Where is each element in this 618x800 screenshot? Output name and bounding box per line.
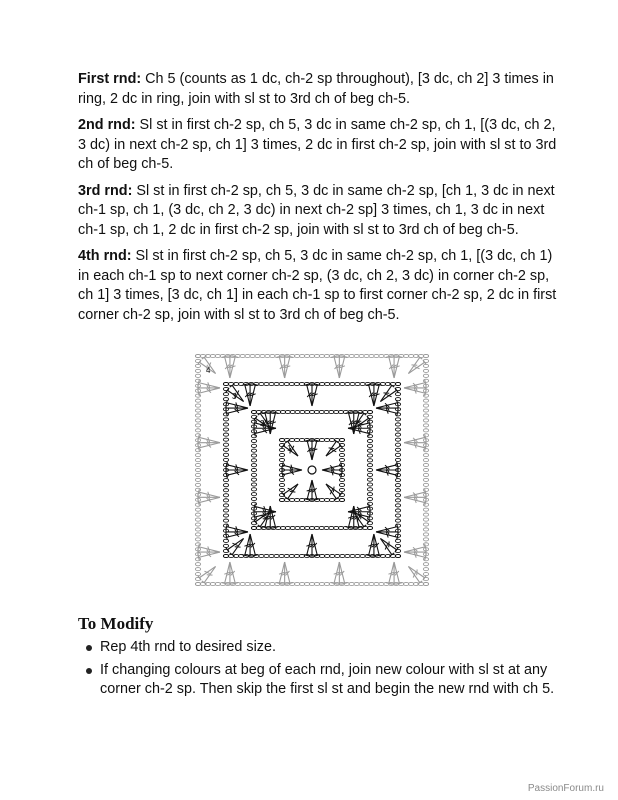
- chain-stitch-symbol: [223, 428, 228, 431]
- chain-stitch-symbol: [325, 382, 330, 385]
- chain-stitch-symbol: [395, 494, 400, 497]
- chain-stitch-symbol: [339, 448, 344, 451]
- chain-stitch-symbol: [423, 399, 428, 402]
- chain-stitch-symbol: [289, 554, 294, 557]
- chain-stitch-symbol: [423, 419, 428, 422]
- dc-top-bar: [226, 410, 227, 416]
- chain-stitch-symbol: [340, 554, 345, 557]
- foundation-ring: [308, 466, 316, 474]
- chain-stitch-symbol: [251, 454, 256, 457]
- chain-stitch-symbol: [223, 443, 228, 446]
- chain-stitch-symbol: [260, 582, 265, 585]
- chain-stitch-symbol: [423, 508, 428, 511]
- chain-stitch-symbol: [195, 563, 200, 566]
- chart-stitches: [198, 356, 427, 585]
- chain-stitch-symbol: [319, 498, 324, 501]
- chain-stitch-symbol: [284, 382, 289, 385]
- chain-stitch-symbol: [195, 518, 200, 521]
- chain-stitch-symbol: [367, 454, 372, 457]
- dc-top-bar: [226, 524, 227, 530]
- chain-stitch-symbol: [367, 493, 372, 496]
- chain-stitch-symbol: [423, 513, 428, 516]
- chain-stitch-symbol: [423, 563, 428, 566]
- chain-stitch-symbol: [265, 354, 270, 357]
- chain-stitch-symbol: [279, 483, 284, 486]
- chain-stitch-symbol: [195, 503, 200, 506]
- dc-top-bar: [425, 390, 426, 396]
- chain-stitch-symbol: [195, 558, 200, 561]
- chain-stitch-symbol: [404, 354, 409, 357]
- chain-stitch-symbol: [251, 497, 256, 500]
- chain-stitch-symbol: [395, 448, 400, 451]
- chain-stitch-symbol: [339, 488, 344, 491]
- chain-stitch-symbol: [279, 488, 284, 491]
- crochet-chart-svg: [192, 352, 432, 588]
- chain-stitch-symbol: [360, 382, 365, 385]
- chain-stitch-symbol: [195, 538, 200, 541]
- dc-top-bar: [254, 431, 255, 437]
- modify-item-text: Rep 4th rnd to desired size.: [100, 639, 276, 655]
- chain-stitch-symbol: [195, 483, 200, 486]
- chain-stitch-symbol: [264, 382, 269, 385]
- chain-stitch-symbol: [395, 554, 400, 557]
- chain-stitch-symbol: [223, 479, 228, 482]
- round-marker-1: 1: [287, 444, 292, 453]
- chain-stitch-symbol: [339, 453, 344, 456]
- chain-stitch-symbol: [295, 582, 300, 585]
- round-2-label: 2nd rnd:: [78, 117, 136, 133]
- chain-stitch-symbol: [423, 449, 428, 452]
- chain-stitch-symbol: [367, 483, 372, 486]
- chain-stitch-symbol: [423, 379, 428, 382]
- chain-stitch-symbol: [379, 354, 384, 357]
- dc-top-bar: [198, 390, 199, 396]
- chain-stitch-symbol: [335, 382, 340, 385]
- round-4-text: Sl st in first ch-2 sp, ch 5, 3 dc in same ch-2 sp, ch 1, [(3 dc, ch 1) in each ch-1 sp to next corner ch-2 sp, (3 dc, ch 2, 3 dc) in corner ch-2 sp, ch 1] 3 times, [3 dc, ch 1] in each ch-1 sp to first corner ch-2 sp, 2 dc in first corner ch-2 sp, join with sl st to 3rd ch of beg ch-5.: [78, 248, 557, 323]
- round-marker-4: 4: [206, 366, 211, 375]
- chain-stitch-symbol: [195, 582, 200, 585]
- chain-stitch-symbol: [404, 582, 409, 585]
- chain-stitch-symbol: [395, 544, 400, 547]
- chain-stitch-symbol: [299, 498, 304, 501]
- chain-stitch-symbol: [395, 382, 400, 385]
- bullet-icon: [86, 645, 92, 651]
- chain-stitch-symbol: [223, 544, 228, 547]
- round-3-instruction: [78, 182, 558, 241]
- chain-stitch-symbol: [295, 354, 300, 357]
- chain-stitch-symbol: [195, 454, 200, 457]
- chain-stitch-symbol: [423, 429, 428, 432]
- chain-stitch-symbol: [250, 354, 255, 357]
- chain-stitch-symbol: [223, 519, 228, 522]
- modify-item: [86, 661, 556, 700]
- chain-stitch-symbol: [223, 448, 228, 451]
- dc-top-bar: [369, 504, 370, 510]
- chain-stitch-symbol: [223, 504, 228, 507]
- chain-stitch-symbol: [423, 454, 428, 457]
- chain-stitch-symbol: [350, 554, 355, 557]
- chain-stitch-symbol: [223, 489, 228, 492]
- chain-stitch-symbol: [279, 438, 284, 441]
- chain-stitch-symbol: [325, 554, 330, 557]
- dc-top-bar: [425, 544, 426, 550]
- chain-stitch-symbol: [195, 409, 200, 412]
- chain-stitch-symbol: [223, 494, 228, 497]
- chain-stitch-symbol: [195, 419, 200, 422]
- chain-stitch-symbol: [423, 568, 428, 571]
- chain-stitch-symbol: [395, 489, 400, 492]
- round-3-text: Sl st in first ch-2 sp, ch 5, 3 dc in same ch-2 sp, [ch 1, 3 dc in next ch-1 sp, ch 1, (3 dc, ch 2, 3 dc) in next ch-2 sp] 3 times, ch 1, 3 dc in next ch-1 sp, ch 1, 2 dc in first ch-2 sp, join with sl st to 3rd ch of beg ch-5.: [78, 182, 555, 238]
- chain-stitch-symbol: [324, 498, 329, 501]
- chain-stitch-symbol: [309, 354, 314, 357]
- chain-stitch-symbol: [215, 582, 220, 585]
- chain-stitch-symbol: [395, 433, 400, 436]
- chain-stitch-symbol: [245, 582, 250, 585]
- chain-stitch-symbol: [195, 458, 200, 461]
- chain-stitch-symbol: [395, 453, 400, 456]
- chain-stitch-symbol: [395, 509, 400, 512]
- chain-stitch-symbol: [294, 382, 299, 385]
- chain-stitch-symbol: [330, 554, 335, 557]
- chain-stitch-symbol: [223, 554, 228, 557]
- chain-stitch-symbol: [279, 382, 284, 385]
- chain-stitch-symbol: [367, 488, 372, 491]
- chain-stitch-symbol: [423, 369, 428, 372]
- chain-stitch-symbol: [395, 479, 400, 482]
- chain-stitch-symbol: [335, 554, 340, 557]
- chain-stitch-symbol: [354, 582, 359, 585]
- chain-stitch-symbol: [195, 463, 200, 466]
- watermark: PassionForum.ru: [527, 783, 604, 794]
- chain-stitch-symbol: [314, 354, 319, 357]
- chain-stitch-symbol: [250, 582, 255, 585]
- chain-stitch-symbol: [265, 582, 270, 585]
- chain-stitch-symbol: [195, 473, 200, 476]
- chain-stitch-symbol: [195, 513, 200, 516]
- chain-stitch-symbol: [195, 369, 200, 372]
- dc-top-bar: [198, 500, 199, 506]
- chain-stitch-symbol: [360, 554, 365, 557]
- chain-stitch-symbol: [195, 449, 200, 452]
- chain-stitch-symbol: [195, 404, 200, 407]
- chain-stitch-symbol: [289, 382, 294, 385]
- dc-top-bar: [198, 445, 199, 451]
- chain-stitch-symbol: [423, 528, 428, 531]
- chain-stitch-symbol: [355, 382, 360, 385]
- chain-stitch-symbol: [395, 504, 400, 507]
- chain-stitch-symbol: [251, 449, 256, 452]
- chain-stitch-symbol: [395, 418, 400, 421]
- chain-stitch-symbol: [251, 459, 256, 462]
- chain-stitch-symbol: [395, 393, 400, 396]
- chain-stitch-symbol: [259, 382, 264, 385]
- chain-stitch-symbol: [364, 582, 369, 585]
- chain-stitch-symbol: [294, 438, 299, 441]
- chain-stitch-symbol: [223, 433, 228, 436]
- chain-stitch-symbol: [251, 473, 256, 476]
- chain-stitch-symbol: [279, 554, 284, 557]
- chain-stitch-symbol: [423, 483, 428, 486]
- chain-stitch-symbol: [339, 478, 344, 481]
- modify-heading: To Modify: [78, 614, 154, 633]
- dc-top-bar: [254, 504, 255, 510]
- chain-stitch-symbol: [423, 523, 428, 526]
- chain-stitch-symbol: [374, 582, 379, 585]
- chain-stitch-symbol: [195, 523, 200, 526]
- chain-stitch-symbol: [251, 483, 256, 486]
- chain-stitch-symbol: [223, 514, 228, 517]
- chain-stitch-symbol: [367, 444, 372, 447]
- chain-stitch-symbol: [309, 582, 314, 585]
- chain-stitch-symbol: [423, 434, 428, 437]
- round-1-label: First rnd:: [78, 71, 142, 87]
- chain-stitch-symbol: [367, 468, 372, 471]
- chain-stitch-symbol: [340, 382, 345, 385]
- chain-stitch-symbol: [210, 354, 215, 357]
- chain-stitch-symbol: [215, 354, 220, 357]
- crochet-chart: [192, 352, 432, 588]
- round-marker-2: 2: [260, 419, 265, 428]
- chain-stitch-symbol: [279, 453, 284, 456]
- chain-stitch-symbol: [255, 582, 260, 585]
- chain-stitch-symbol: [294, 498, 299, 501]
- chain-stitch-symbol: [195, 414, 200, 417]
- chain-stitch-symbol: [395, 443, 400, 446]
- chain-stitch-symbol: [423, 414, 428, 417]
- dc-top-bar: [198, 489, 199, 495]
- chain-stitch-symbol: [274, 554, 279, 557]
- round-3-label: 3rd rnd:: [78, 182, 133, 199]
- chain-stitch-symbol: [349, 354, 354, 357]
- chain-stitch-symbol: [367, 478, 372, 481]
- chain-stitch-symbol: [395, 519, 400, 522]
- chain-stitch-symbol: [379, 582, 384, 585]
- chain-stitch-symbol: [294, 554, 299, 557]
- bullet-icon: [86, 668, 92, 674]
- modify-item: [86, 638, 556, 658]
- chain-stitch-symbol: [251, 493, 256, 496]
- dc-top-bar: [425, 489, 426, 495]
- chain-stitch-symbol: [264, 554, 269, 557]
- chain-stitch-symbol: [195, 533, 200, 536]
- chain-stitch-symbol: [195, 354, 200, 357]
- chain-stitch-symbol: [409, 354, 414, 357]
- round-1-text: Ch 5 (counts as 1 dc, ch-2 sp throughout), [3 dc, ch 2] 3 times in ring, 2 dc in ring, join with sl st to 3rd ch of beg ch-5.: [78, 71, 554, 107]
- chain-stitch-symbol: [223, 509, 228, 512]
- chain-stitch-symbol: [223, 438, 228, 441]
- chain-stitch-symbol: [270, 582, 275, 585]
- dc-top-bar: [198, 434, 199, 440]
- chain-stitch-symbol: [423, 533, 428, 536]
- chain-stitch-symbol: [223, 393, 228, 396]
- chain-stitch-symbol: [255, 354, 260, 357]
- chain-stitch-symbol: [345, 554, 350, 557]
- chain-stitch-symbol: [423, 488, 428, 491]
- chain-stitch-symbol: [195, 508, 200, 511]
- chain-stitch-symbol: [279, 478, 284, 481]
- chain-stitch-symbol: [251, 439, 256, 442]
- chain-stitch-symbol: [395, 423, 400, 426]
- dc-top-bar: [425, 500, 426, 506]
- round-2-text: Sl st in first ch-2 sp, ch 5, 3 dc in same ch-2 sp, ch 1, [(3 dc, ch 2, 3 dc) in next ch-2 sp, ch 1] 3 times, 2 dc in first ch-2 sp, join with sl st to 3rd ch of beg ch-5.: [78, 117, 557, 172]
- chain-stitch-symbol: [304, 582, 309, 585]
- chain-stitch-symbol: [299, 354, 304, 357]
- chain-stitch-symbol: [339, 498, 344, 501]
- chain-stitch-symbol: [339, 483, 344, 486]
- chain-stitch-symbol: [354, 354, 359, 357]
- chain-stitch-symbol: [223, 382, 228, 385]
- chain-stitch-symbol: [210, 582, 215, 585]
- chain-stitch-symbol: [367, 449, 372, 452]
- chain-stitch-symbol: [423, 409, 428, 412]
- chain-stitch-symbol: [195, 429, 200, 432]
- chain-stitch-symbol: [195, 528, 200, 531]
- dc-top-bar: [397, 524, 398, 530]
- chain-stitch-symbol: [195, 478, 200, 481]
- chain-stitch-symbol: [423, 458, 428, 461]
- chain-stitch-symbol: [240, 354, 245, 357]
- chain-stitch-symbol: [395, 484, 400, 487]
- chain-stitch-symbol: [409, 582, 414, 585]
- chain-stitch-symbol: [223, 458, 228, 461]
- chain-stitch-symbol: [245, 354, 250, 357]
- chain-stitch-symbol: [423, 424, 428, 427]
- chain-stitch-symbol: [359, 582, 364, 585]
- chain-stitch-symbol: [395, 514, 400, 517]
- chain-stitch-symbol: [367, 464, 372, 467]
- chain-stitch-symbol: [367, 459, 372, 462]
- chain-stitch-symbol: [195, 399, 200, 402]
- chain-stitch-symbol: [223, 418, 228, 421]
- chain-stitch-symbol: [423, 478, 428, 481]
- chain-stitch-symbol: [355, 554, 360, 557]
- modify-item-text: If changing colours at beg of each rnd, join new colour with sl st at any corner ch-2 sp. Then skip the first sl st and begin the new rnd with ch 5.: [100, 661, 555, 697]
- round-2-instruction: [78, 116, 558, 175]
- chain-stitch-symbol: [223, 453, 228, 456]
- chain-stitch-symbol: [240, 582, 245, 585]
- chain-stitch-symbol: [395, 428, 400, 431]
- chain-stitch-symbol: [423, 582, 428, 585]
- chain-stitch-symbol: [251, 468, 256, 471]
- dc-top-bar: [425, 445, 426, 451]
- chain-stitch-symbol: [423, 558, 428, 561]
- round-1-instruction: [78, 70, 558, 109]
- chain-stitch-symbol: [299, 582, 304, 585]
- chain-stitch-symbol: [367, 473, 372, 476]
- chain-stitch-symbol: [423, 354, 428, 357]
- chain-stitch-symbol: [223, 484, 228, 487]
- dc-top-bar: [198, 544, 199, 550]
- chain-stitch-symbol: [304, 354, 309, 357]
- chain-stitch-symbol: [195, 568, 200, 571]
- chain-stitch-symbol: [395, 458, 400, 461]
- round-4-instruction: [78, 247, 558, 325]
- chain-stitch-symbol: [251, 464, 256, 467]
- chain-stitch-symbol: [319, 354, 324, 357]
- chain-stitch-symbol: [395, 499, 400, 502]
- chain-stitch-symbol: [359, 354, 364, 357]
- chain-stitch-symbol: [369, 354, 374, 357]
- chain-stitch-symbol: [349, 582, 354, 585]
- chain-stitch-symbol: [269, 554, 274, 557]
- chain-stitch-symbol: [423, 538, 428, 541]
- chain-stitch-symbol: [195, 424, 200, 427]
- chain-stitch-symbol: [251, 488, 256, 491]
- chain-stitch-symbol: [251, 478, 256, 481]
- chain-stitch-symbol: [374, 354, 379, 357]
- chain-stitch-symbol: [259, 554, 264, 557]
- chain-stitch-symbol: [270, 354, 275, 357]
- chain-stitch-symbol: [195, 468, 200, 471]
- chain-stitch-symbol: [260, 354, 265, 357]
- chain-stitch-symbol: [284, 554, 289, 557]
- chain-stitch-symbol: [195, 488, 200, 491]
- chain-stitch-symbol: [299, 438, 304, 441]
- chain-stitch-symbol: [274, 382, 279, 385]
- dc-top-bar: [397, 410, 398, 416]
- chain-stitch-symbol: [423, 463, 428, 466]
- chain-stitch-symbol: [423, 468, 428, 471]
- chain-stitch-symbol: [423, 473, 428, 476]
- chain-stitch-symbol: [395, 438, 400, 441]
- chain-stitch-symbol: [339, 438, 344, 441]
- chain-stitch-symbol: [195, 374, 200, 377]
- round-4-label: 4th rnd:: [78, 248, 132, 264]
- chain-stitch-symbol: [423, 374, 428, 377]
- chain-stitch-symbol: [223, 423, 228, 426]
- dc-top-bar: [369, 431, 370, 437]
- chain-stitch-symbol: [319, 438, 324, 441]
- chain-stitch-symbol: [350, 382, 355, 385]
- chain-stitch-symbol: [279, 498, 284, 501]
- chain-stitch-symbol: [423, 503, 428, 506]
- chain-stitch-symbol: [364, 354, 369, 357]
- chain-stitch-symbol: [195, 379, 200, 382]
- pattern-instructions: [78, 70, 558, 332]
- chain-stitch-symbol: [345, 382, 350, 385]
- chain-stitch-symbol: [423, 518, 428, 521]
- chain-stitch-symbol: [324, 438, 329, 441]
- chain-stitch-symbol: [319, 582, 324, 585]
- dc-top-bar: [425, 434, 426, 440]
- chain-stitch-symbol: [195, 434, 200, 437]
- chain-stitch-symbol: [279, 448, 284, 451]
- chain-stitch-symbol: [367, 439, 372, 442]
- chain-stitch-symbol: [223, 499, 228, 502]
- chain-stitch-symbol: [339, 458, 344, 461]
- chain-stitch-symbol: [279, 458, 284, 461]
- chain-stitch-symbol: [269, 382, 274, 385]
- chain-stitch-symbol: [251, 444, 256, 447]
- chain-stitch-symbol: [369, 582, 374, 585]
- chain-stitch-symbol: [330, 382, 335, 385]
- chain-stitch-symbol: [324, 354, 329, 357]
- modify-list: [86, 638, 556, 703]
- round-marker-3: 3: [232, 392, 237, 401]
- chain-stitch-symbol: [423, 404, 428, 407]
- chain-stitch-symbol: [314, 582, 319, 585]
- chain-stitch-symbol: [367, 497, 372, 500]
- chain-stitch-symbol: [324, 582, 329, 585]
